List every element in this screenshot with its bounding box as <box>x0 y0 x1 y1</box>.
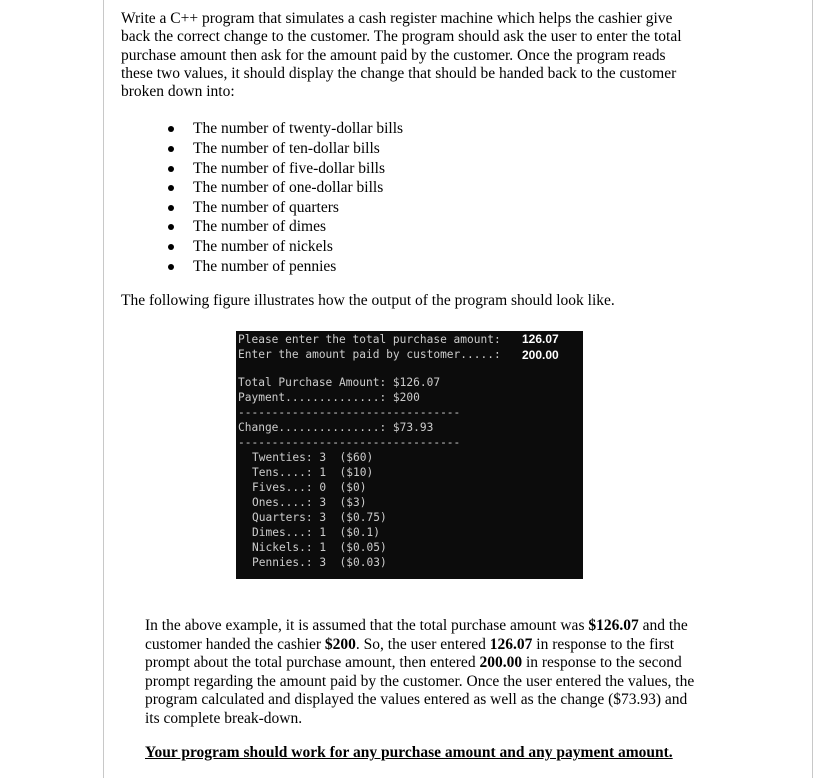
closing-bold-input2: 200.00 <box>479 654 523 672</box>
closing-bold-total: $126.07 <box>588 617 639 634</box>
console-separator: --------------------------------- <box>238 406 461 419</box>
closing-text: In the above example, it is assumed that the total purchase amount was <box>145 617 589 634</box>
breakdown-pennies: Pennies.: 3 ($0.03) <box>252 556 387 569</box>
console-prompt-total: Please enter the total purchase amount: <box>238 333 501 346</box>
breakdown-tens: Tens....: 1 ($10) <box>252 466 374 479</box>
breakdown-twenties: Twenties: 3 ($60) <box>252 451 374 464</box>
list-item: The number of nickels <box>193 237 701 257</box>
breakdown-ones: Ones....: 3 ($3) <box>252 496 367 509</box>
list-item: The number of pennies <box>193 257 701 277</box>
list-item: The number of ten-dollar bills <box>193 139 701 159</box>
console-change-line: Change...............: $73.93 <box>238 421 434 434</box>
final-note: Your program should work for any purchase amount and any payment amount. <box>145 744 673 761</box>
console-output-figure <box>236 331 583 579</box>
console-prompt-paid: Enter the amount paid by customer.....: <box>238 348 501 361</box>
list-item: The number of five-dollar bills <box>193 159 701 179</box>
intro-paragraph: Write a C++ program that simulates a cash register machine which helps the cashier give back the correct change to the customer. The program should ask the user to enter the total purchase amount then ask for the amount paid by the customer. Once the program reads these two values, it should display the change that should be handed back to the customer broken down into: <box>121 10 682 101</box>
closing-bold-payment: $200 <box>324 635 356 653</box>
closing-text: in response to the second prompt regarding the amount paid by the customer. Once the user entered the values, the program calculated and displayed the values entered as well as the change ($73.93) and its complete break-down. <box>145 654 695 727</box>
page-border-left <box>103 0 104 778</box>
list-item: The number of twenty-dollar bills <box>193 119 701 139</box>
breakdown-fives: Fives...: 0 ($0) <box>252 481 367 494</box>
figure-caption: The following figure illustrates how the output of the program should look like. <box>121 292 615 310</box>
breakdown-dimes: Dimes...: 1 ($0.1) <box>252 526 380 539</box>
closing-bold-input1: 126.07 <box>489 635 533 653</box>
list-item: The number of one-dollar bills <box>193 178 701 198</box>
closing-text: . So, the user entered <box>355 635 490 653</box>
breakdown-nickels: Nickels.: 1 ($0.05) <box>252 541 387 554</box>
console-total-line: Total Purchase Amount: $126.07 <box>238 376 441 389</box>
console-input-paid: 200.00 <box>522 348 559 362</box>
closing-text: in response to the first prompt about the total purchase amount, then entered <box>145 635 675 672</box>
document-page <box>121 10 701 310</box>
bullet-list <box>121 119 701 276</box>
console-input-total: 126.07 <box>522 332 559 346</box>
closing-text: and the customer handed the cashier <box>145 617 688 653</box>
console-separator: --------------------------------- <box>238 436 461 449</box>
page-border-right <box>812 0 813 778</box>
breakdown-quarters: Quarters: 3 ($0.75) <box>252 511 387 524</box>
console-payment-line: Payment..............: $200 <box>238 391 420 404</box>
closing-paragraph <box>145 617 701 729</box>
list-item: The number of dimes <box>193 217 701 237</box>
list-item: The number of quarters <box>193 198 701 218</box>
